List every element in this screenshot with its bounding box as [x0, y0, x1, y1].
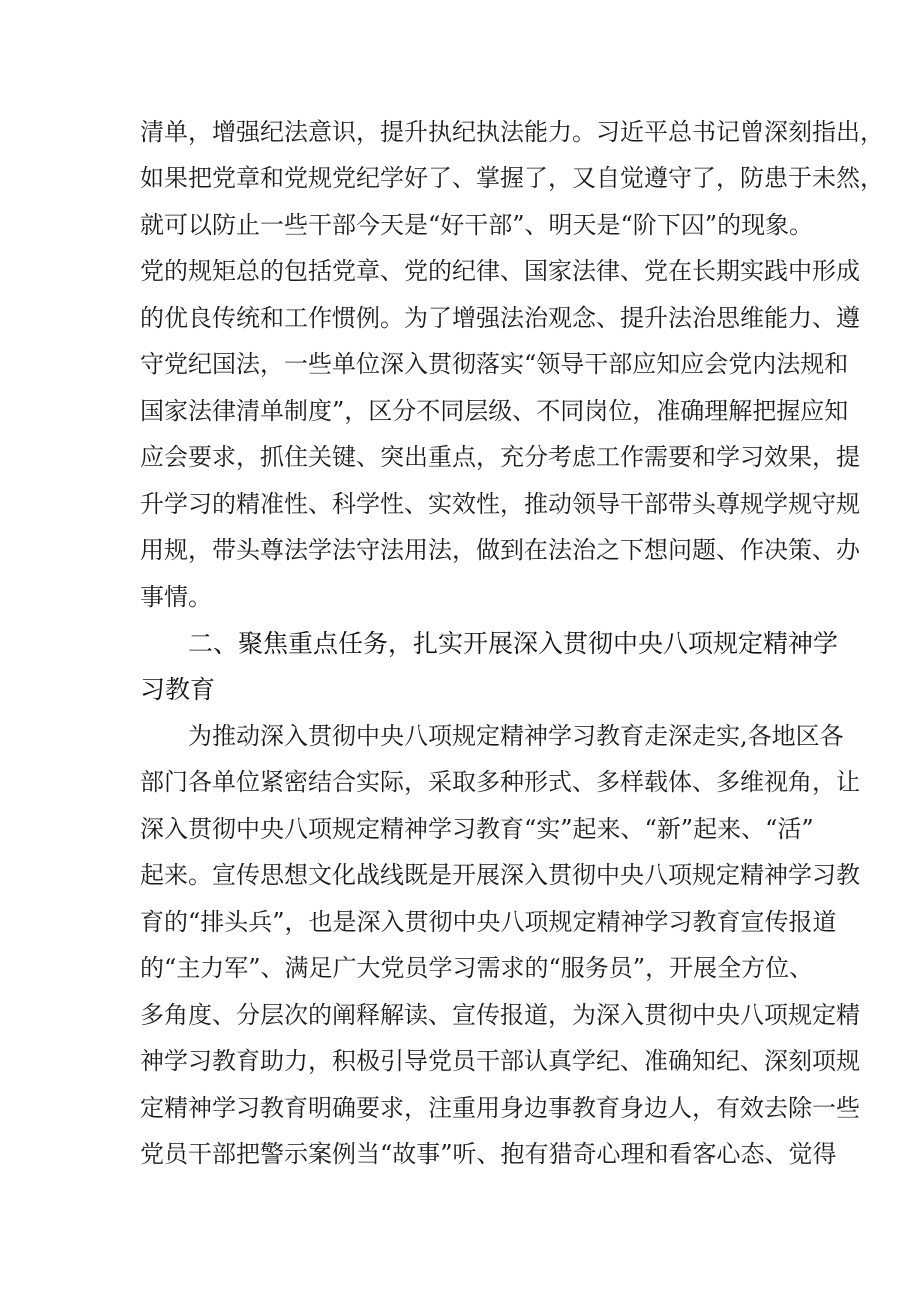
section-heading-line-1: 二、聚焦重点任务，扎实开展深入贯彻中央八项规定精神学	[188, 629, 839, 658]
paragraph-2-line-1: 为推动深入贯彻中央八项规定精神学习教育走深走实,各地区各	[188, 722, 844, 750]
paragraph-1-line-8: 应会要求，抓住关键、突出重点，充分考虑工作需要和学习效果，提	[140, 443, 860, 471]
paragraph-1-line-5: 的优良传统和工作惯例。为了增强法治观念、提升法治思维能力、遵	[140, 304, 860, 332]
paragraph-2-line-10: 党员干部把警示案例当“故事”听、抱有猎奇心理和看客心态、觉得	[140, 1140, 837, 1168]
paragraph-1-line-2: 如果把党章和党规党纪学好了、掌握了，又自觉遵守了，防患于未然，	[140, 164, 884, 192]
paragraph-2-line-4: 起来。宣传思想文化战线既是开展深入贯彻中央八项规定精神学习教	[140, 861, 860, 889]
paragraph-1-line-4: 党的规矩总的包括党章、党的纪律、国家法律、党在长期实践中形成	[140, 257, 860, 285]
paragraph-1-line-11: 事情。	[140, 583, 212, 611]
paragraph-1-line-1: 清单，增强纪法意识，提升执纪执法能力。习近平总书记曾深刻指出，	[140, 118, 884, 146]
paragraph-2-line-3: 深入贯彻中央八项规定精神学习教育“实”起来、“新”起来、“活”	[140, 815, 814, 843]
paragraph-1-line-10: 用规，带头尊法学法守法用法，做到在法治之下想问题、作决策、办	[140, 536, 860, 564]
paragraph-2-line-2: 部门各单位紧密结合实际，采取多种形式、多样载体、多维视角，让	[140, 768, 860, 796]
paragraph-2-line-9: 定精神学习教育明确要求，注重用身边事教育身边人，有效去除一些	[140, 1094, 860, 1122]
paragraph-2-line-5: 育的“排头兵”，也是深入贯彻中央八项规定精神学习教育宣传报道	[140, 908, 837, 936]
paragraph-1-line-9: 升学习的精准性、科学性、实效性，推动领导干部带头尊规学规守规	[140, 490, 860, 518]
paragraph-1-line-3: 就可以防止一些干部今天是“好干部”、明天是“阶下囚”的现象。	[140, 211, 814, 239]
paragraph-1-line-6: 守党纪国法，一些单位深入贯彻落实“领导干部应知应会党内法规和	[140, 350, 849, 378]
paragraph-2-line-6: 的“主力军”、满足广大党员学习需求的“服务员”，开展全方位、	[140, 954, 814, 982]
paragraph-2-line-8: 神学习教育助力，积极引导党员干部认真学纪、准确知纪、深刻项规	[140, 1047, 860, 1075]
section-heading-line-2: 习教育	[140, 675, 216, 704]
paragraph-1-line-7: 国家法律清单制度”，区分不同层级、不同岗位，准确理解把握应知	[140, 397, 849, 425]
paragraph-2-line-7: 多角度、分层次的阐释解读、宣传报道，为深入贯彻中央八项规定精	[140, 1001, 860, 1029]
